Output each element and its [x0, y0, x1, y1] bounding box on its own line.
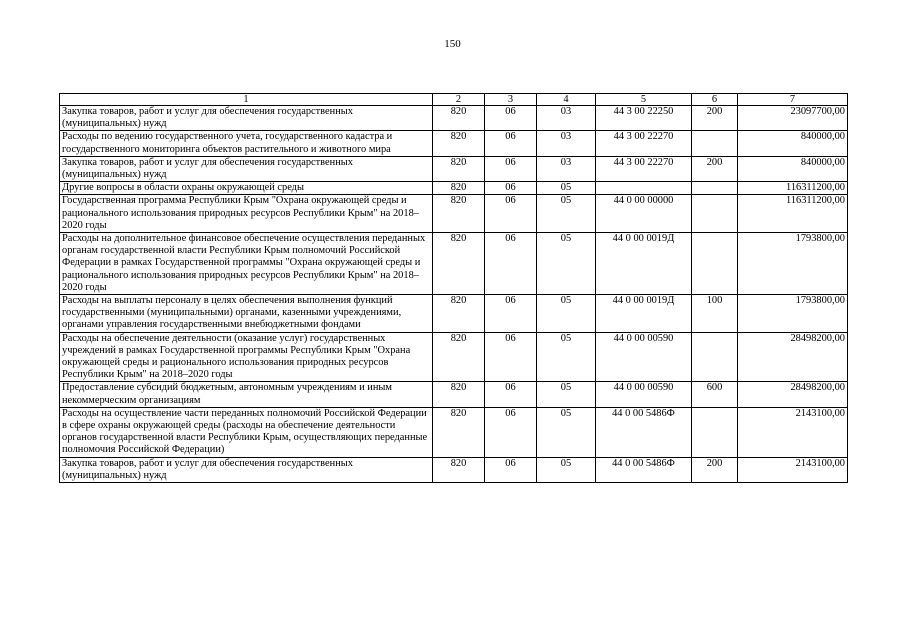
row-expense-type: [692, 332, 738, 382]
row-subsection: 05: [537, 332, 596, 382]
row-name: Расходы по ведению государственного учета, государственного кадастра и государственного мониторинга объектов растительного и животного мира: [60, 131, 433, 156]
header-row: [60, 94, 848, 106]
row-expense-type: [692, 233, 738, 295]
row-grbs: 820: [433, 457, 485, 482]
row-section: 06: [485, 195, 537, 233]
table-row: [60, 457, 848, 482]
row-section: 06: [485, 233, 537, 295]
row-subsection: 05: [537, 182, 596, 195]
row-target-article: 44 0 00 00590: [596, 382, 692, 407]
header-col-3: 3: [485, 94, 537, 106]
row-target-article: 44 0 00 5486Ф: [596, 457, 692, 482]
row-target-article: 44 0 00 5486Ф: [596, 407, 692, 457]
header-col-5: 5: [596, 94, 692, 106]
row-expense-type: [692, 195, 738, 233]
row-grbs: 820: [433, 106, 485, 131]
row-name: Расходы на обеспечение деятельности (оказание услуг) государственных учреждений в рамках Государственной программы Республики Крым "Охрана окружающей среды и рационального использования природных ресурсов Республики Крым" на 2018–2020 годы: [60, 332, 433, 382]
table-row: [60, 332, 848, 382]
row-subsection: 05: [537, 407, 596, 457]
row-grbs: 820: [433, 156, 485, 181]
table-row: [60, 131, 848, 156]
row-name: Закупка товаров, работ и услуг для обеспечения государственных (муниципальных) нужд: [60, 106, 433, 131]
row-name: Закупка товаров, работ и услуг для обеспечения государственных (муниципальных) нужд: [60, 457, 433, 482]
row-expense-type: 200: [692, 106, 738, 131]
row-section: 06: [485, 182, 537, 195]
row-section: 06: [485, 106, 537, 131]
row-name: Расходы на выплаты персоналу в целях обеспечения выполнения функций государственными (муниципальными) органами, казенными учреждениями, органами управления государственными внебюджетными фондами: [60, 295, 433, 333]
row-expense-type: 200: [692, 156, 738, 181]
row-name: Расходы на осуществление части переданных полномочий Российской Федерации в сфере охраны окружающей среды (расходы на обеспечение деятельности органов государственной власти Республики Крым, осуществляющих переданные полномочия Российской Федерации): [60, 407, 433, 457]
row-target-article: 44 0 00 00000: [596, 195, 692, 233]
row-name: Расходы на дополнительное финансовое обеспечение осуществления переданных органам государственной власти Республики Крым полномочий Российской Федерации в рамках Государственной программы "Охрана окружающей среды и рационального использования природных ресурсов Республики Крым" на 2018–2020 годы: [60, 233, 433, 295]
row-expense-type: [692, 131, 738, 156]
row-grbs: 820: [433, 195, 485, 233]
row-grbs: 820: [433, 407, 485, 457]
row-subsection: 03: [537, 131, 596, 156]
table-row: [60, 156, 848, 181]
row-section: 06: [485, 156, 537, 181]
row-expense-type: [692, 407, 738, 457]
row-target-article: 44 3 00 22270: [596, 156, 692, 181]
row-grbs: 820: [433, 131, 485, 156]
row-subsection: 05: [537, 382, 596, 407]
row-amount: 1793800,00: [738, 295, 848, 333]
row-amount: 2143100,00: [738, 407, 848, 457]
row-section: 06: [485, 457, 537, 482]
row-section: 06: [485, 131, 537, 156]
page-number: 150: [444, 38, 461, 50]
table-row: [60, 295, 848, 333]
table-row: [60, 382, 848, 407]
header-col-7: 7: [738, 94, 848, 106]
row-expense-type: [692, 182, 738, 195]
row-grbs: 820: [433, 182, 485, 195]
row-target-article: 44 3 00 22250: [596, 106, 692, 131]
table-row: [60, 195, 848, 233]
row-amount: 2143100,00: [738, 457, 848, 482]
row-section: 06: [485, 407, 537, 457]
header-col-4: 4: [537, 94, 596, 106]
row-amount: 28498200,00: [738, 382, 848, 407]
row-amount: 1793800,00: [738, 233, 848, 295]
table-row: [60, 106, 848, 131]
row-subsection: 05: [537, 195, 596, 233]
row-target-article: [596, 182, 692, 195]
row-target-article: 44 0 00 00590: [596, 332, 692, 382]
row-amount: 28498200,00: [738, 332, 848, 382]
row-amount: 840000,00: [738, 131, 848, 156]
table-row: [60, 233, 848, 295]
row-amount: 840000,00: [738, 156, 848, 181]
row-grbs: 820: [433, 295, 485, 333]
header-col-1: 1: [60, 94, 433, 106]
row-section: 06: [485, 295, 537, 333]
row-name: Предоставление субсидий бюджетным, автономным учреждениям и иным некоммерческим организациям: [60, 382, 433, 407]
row-amount: 116311200,00: [738, 195, 848, 233]
row-grbs: 820: [433, 382, 485, 407]
header-col-6: 6: [692, 94, 738, 106]
row-target-article: 44 0 00 0019Д: [596, 233, 692, 295]
row-subsection: 05: [537, 295, 596, 333]
row-subsection: 03: [537, 106, 596, 131]
row-expense-type: 100: [692, 295, 738, 333]
row-section: 06: [485, 382, 537, 407]
row-grbs: 820: [433, 233, 485, 295]
row-grbs: 820: [433, 332, 485, 382]
row-amount: 116311200,00: [738, 182, 848, 195]
row-amount: 23097700,00: [738, 106, 848, 131]
row-name: Другие вопросы в области охраны окружающей среды: [60, 182, 433, 195]
row-target-article: 44 3 00 22270: [596, 131, 692, 156]
row-expense-type: 200: [692, 457, 738, 482]
row-subsection: 05: [537, 233, 596, 295]
header-col-2: 2: [433, 94, 485, 106]
row-section: 06: [485, 332, 537, 382]
budget-table: [59, 93, 848, 483]
table-row: [60, 407, 848, 457]
row-subsection: 03: [537, 156, 596, 181]
row-subsection: 05: [537, 457, 596, 482]
row-name: Государственная программа Республики Крым "Охрана окружающей среды и рационального использования природных ресурсов Республики Крым" на 2018–2020 годы: [60, 195, 433, 233]
row-name: Закупка товаров, работ и услуг для обеспечения государственных (муниципальных) нужд: [60, 156, 433, 181]
table-row: [60, 182, 848, 195]
row-target-article: 44 0 00 0019Д: [596, 295, 692, 333]
row-expense-type: 600: [692, 382, 738, 407]
